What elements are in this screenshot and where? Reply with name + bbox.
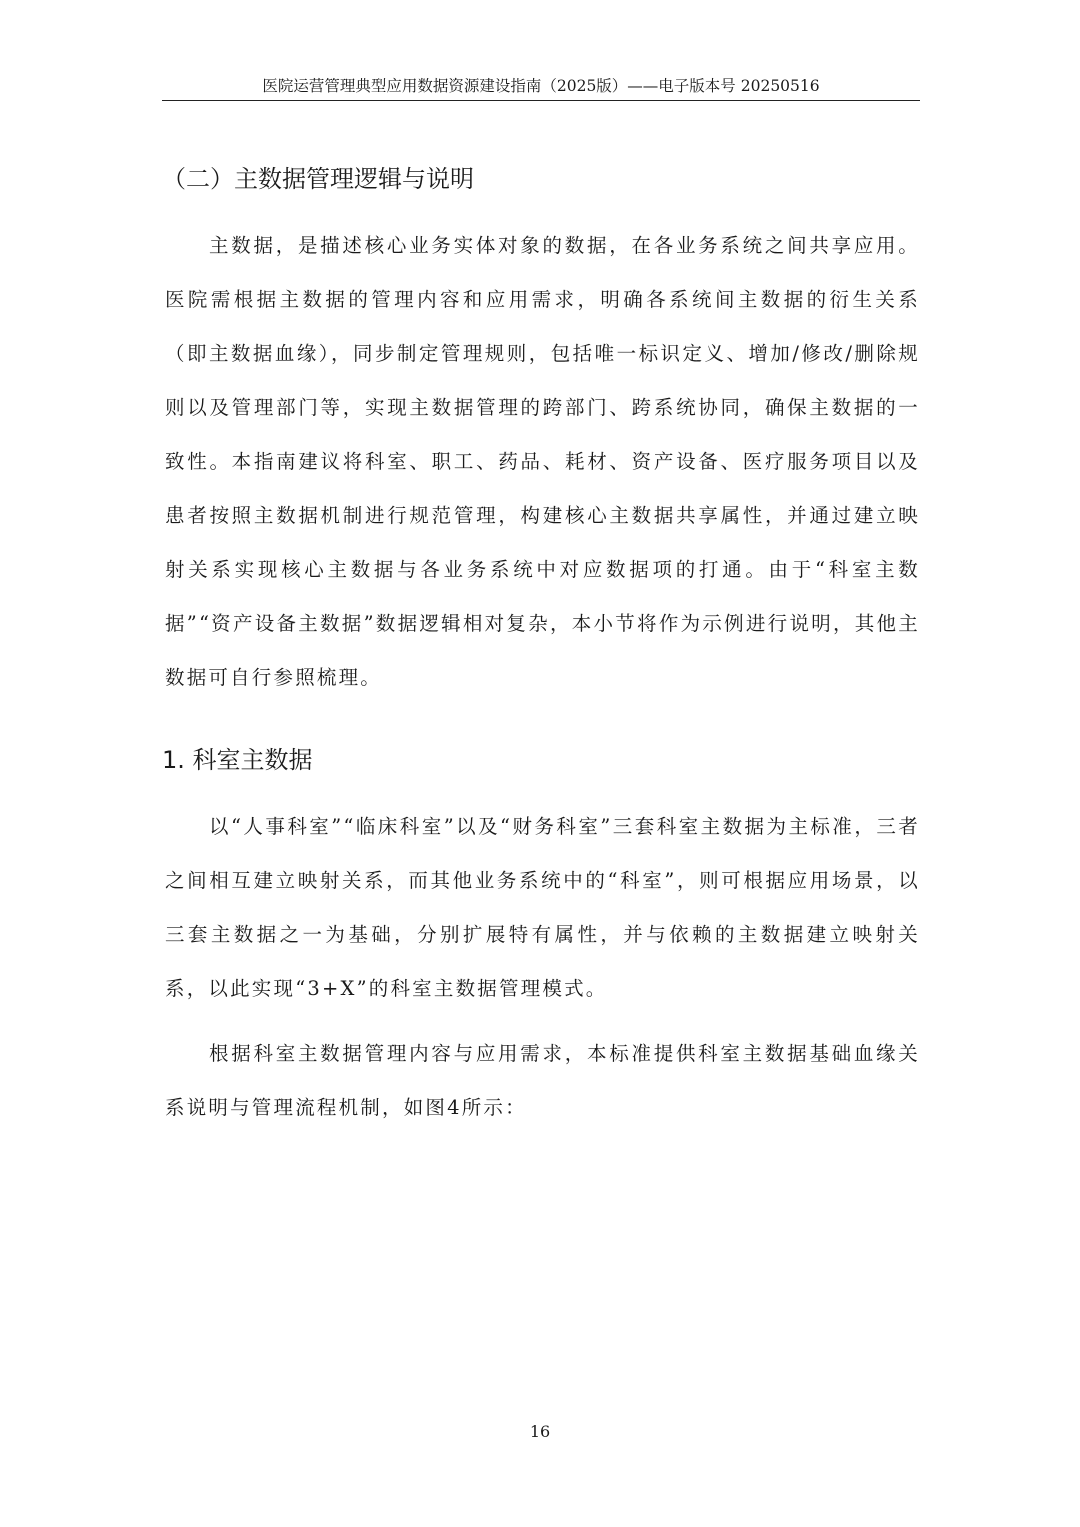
section-heading: （二）主数据管理逻辑与说明 [162, 165, 474, 193]
subsection-paragraph-1: 以“人事科室”“临床科室”以及“财务科室”三套科室主数据为主标准，三者之间相互建立映射关系，而其他业务系统中的“科室”，则可根据应用场景，以三套主数据之一为基础，分别扩展特有属性，并与依赖的主数据建立映射关系，以此实现“3+X”的科室主数据管理模式。 [165, 815, 920, 1000]
page-header: 医院运营管理典型应用数据资源建设指南（2025版）——电子版本号 20250516 [162, 72, 920, 101]
subsection-heading: 1. 科室主数据 [162, 746, 313, 774]
subsection-paragraph-2: 根据科室主数据管理内容与应用需求，本标准提供科室主数据基础血缘关系说明与管理流程机制，如图4所示： [165, 1042, 920, 1119]
section-paragraph: 主数据，是描述核心业务实体对象的数据，在各业务系统之间共享应用。医院需根据主数据的管理内容和应用需求，明确各系统间主数据的衍生关系（即主数据血缘），同步制定管理规则，包括唯一标识定义、增加/修改/删除规则以及管理部门等，实现主数据管理的跨部门、跨系统协同，确保主数据的一致性。本指南建议将科室、职工、药品、耗材、资产设备、医疗服务项目以及患者按照主数据机制进行规范管理，构建核心主数据共享属性，并通过建立映射关系实现核心主数据与各业务系统中对应数据项的打通。由于“科室主数据”“资产设备主数据”数据逻辑相对复杂，本小节将作为示例进行说明，其他主数据可自行参照梳理。 [165, 234, 920, 689]
page-number: 16 [529, 1422, 551, 1441]
